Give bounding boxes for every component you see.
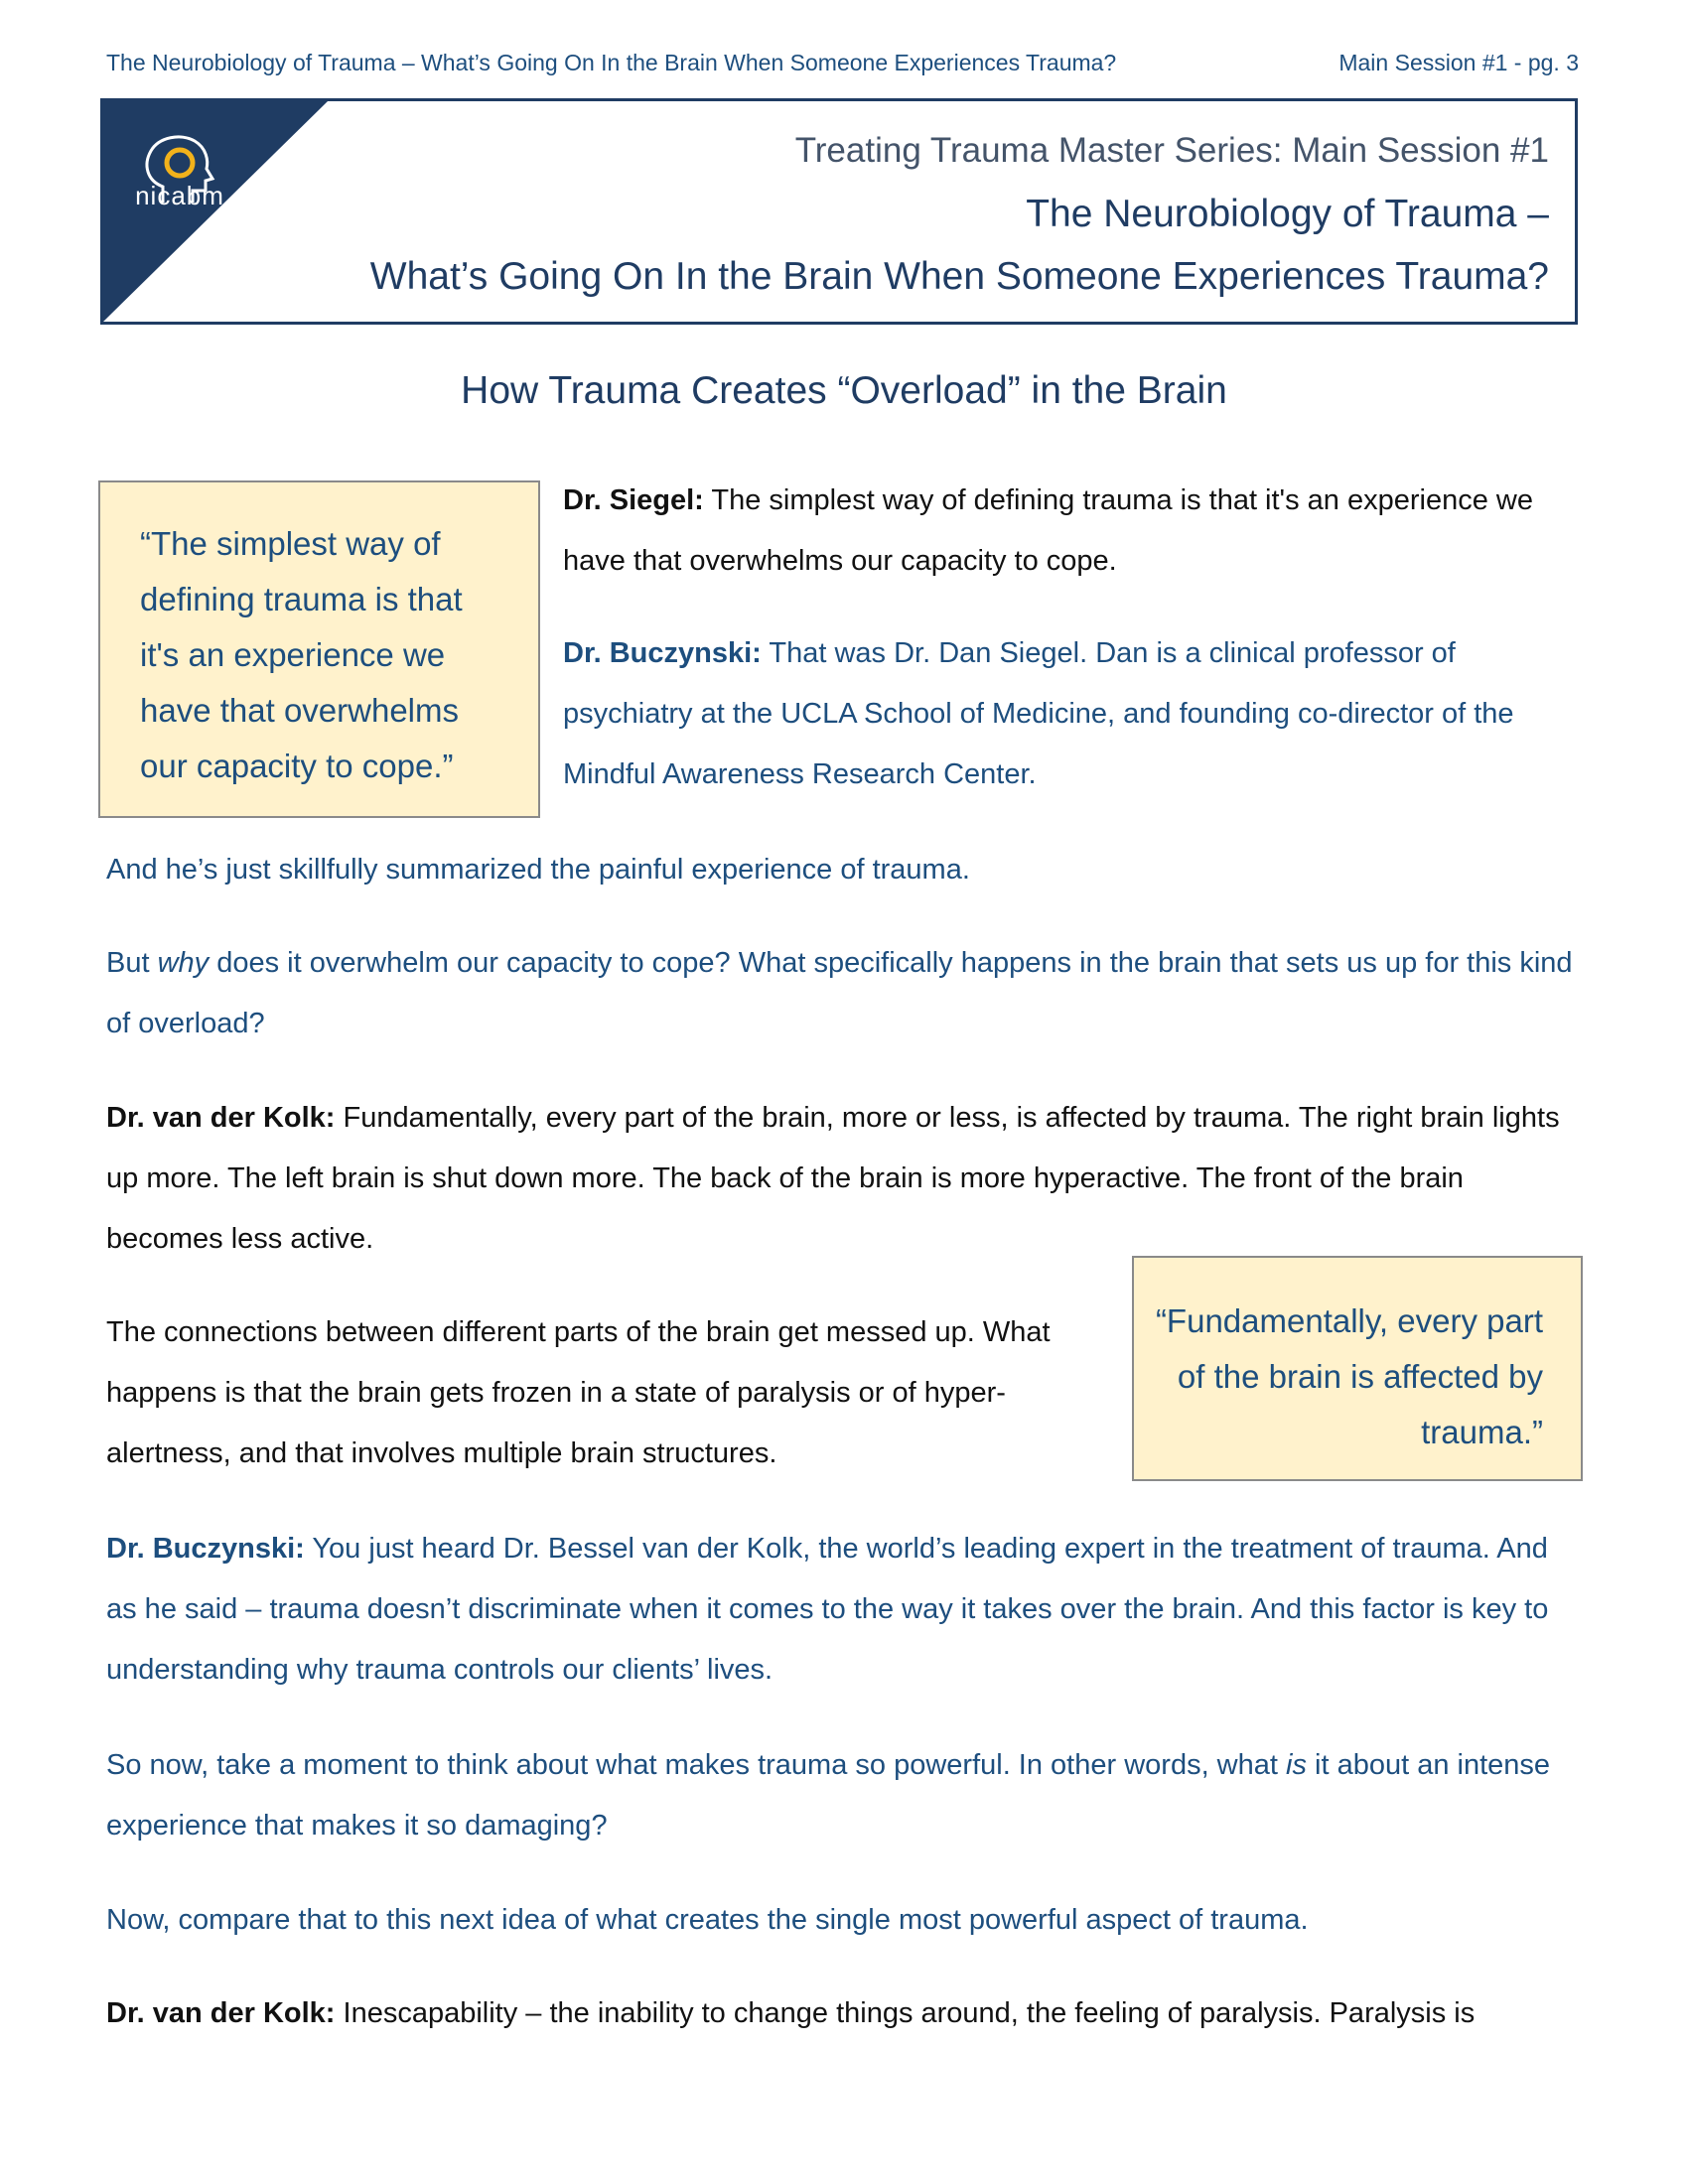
emphasis-text: is <box>1286 1749 1307 1781</box>
pull-quote: “The simplest way of defining trauma is that it's an experience we have that overwhelms our capacity to cope.” <box>98 480 540 818</box>
speaker-name: Dr. van der Kolk: <box>106 1997 336 2029</box>
paragraph: And he’s just skillfully summarized the painful experience of trauma. <box>106 854 970 886</box>
session-title-line-1: The Neurobiology of Trauma – <box>1026 193 1549 235</box>
paragraph-text: But <box>106 947 158 979</box>
logo-text: nicabm <box>135 181 224 210</box>
speaker-name: Dr. Buczynski: <box>106 1533 305 1565</box>
pull-quote: “Fundamentally, every part of the brain is affected by trauma.” <box>1132 1256 1583 1481</box>
series-title: Treating Trauma Master Series: Main Session #1 <box>794 131 1549 170</box>
paragraph <box>106 1983 1586 2044</box>
paragraph <box>106 1735 1586 1856</box>
paragraph-text: That was Dr. Dan Siegel. Dan is a clinical professor of psychiatry at the UCLA School of Medicine, and founding co-director of the Mindful Awareness Research Center. <box>563 637 1514 790</box>
paragraph-text: You just heard Dr. Bessel van der Kolk, the world’s leading expert in the treatment of trauma. And as he said – trauma doesn’t discriminate when it comes to the way it takes over the brain. And this factor is key to understanding why trauma controls our clients’ lives. <box>106 1533 1549 1686</box>
running-header-title: The Neurobiology of Trauma – What’s Going On In the Brain When Someone Experiences Trauma? <box>106 50 1117 75</box>
running-header <box>106 50 1579 76</box>
title-banner <box>100 98 1578 325</box>
speaker-name: Dr. Buczynski: <box>563 637 762 669</box>
paragraph <box>106 1088 1586 1270</box>
speaker-name: Dr. Siegel: <box>563 484 704 516</box>
paragraph-text: Inescapability – the inability to change things around, the feeling of paralysis. Paralysis is <box>335 1997 1476 2029</box>
paragraph-text: The simplest way of defining trauma is that it's an experience we have that overwhelms our capacity to cope. <box>563 484 1533 577</box>
section-heading: How Trauma Creates “Overload” in the Brain <box>461 369 1227 412</box>
emphasis-text: why <box>157 947 210 979</box>
running-header-page: Main Session #1 - pg. 3 <box>1338 50 1579 75</box>
paragraph <box>563 623 1576 805</box>
paragraph-text: So now, take a moment to think about what makes trauma so powerful. In other words, what <box>106 1749 1286 1781</box>
paragraph-text: Fundamentally, every part of the brain, more or less, is affected by trauma. The right brain lights up more. The left brain is shut down more. The back of the brain is more hyperactive. The front of the brain becomes less active. <box>106 1102 1560 1255</box>
paragraph <box>106 933 1586 1054</box>
speaker-name: Dr. van der Kolk: <box>106 1102 336 1134</box>
paragraph: The connections between different parts of the brain get messed up. What happens is that the brain gets frozen in a state of paralysis or of hyper-alertness, and that involves multiple brain structures. <box>106 1316 1051 1469</box>
paragraph <box>563 471 1576 592</box>
paragraph <box>106 1519 1586 1701</box>
paragraph-text: it about an intense experience that makes it so damaging? <box>106 1749 1551 1842</box>
paragraph: Now, compare that to this next idea of what creates the single most powerful aspect of trauma. <box>106 1904 1309 1936</box>
session-title-line-2: What’s Going On In the Brain When Someone Experiences Trauma? <box>369 255 1549 298</box>
paragraph-text: does it overwhelm our capacity to cope? What specifically happens in the brain that sets us up for this kind of overload? <box>106 947 1573 1039</box>
